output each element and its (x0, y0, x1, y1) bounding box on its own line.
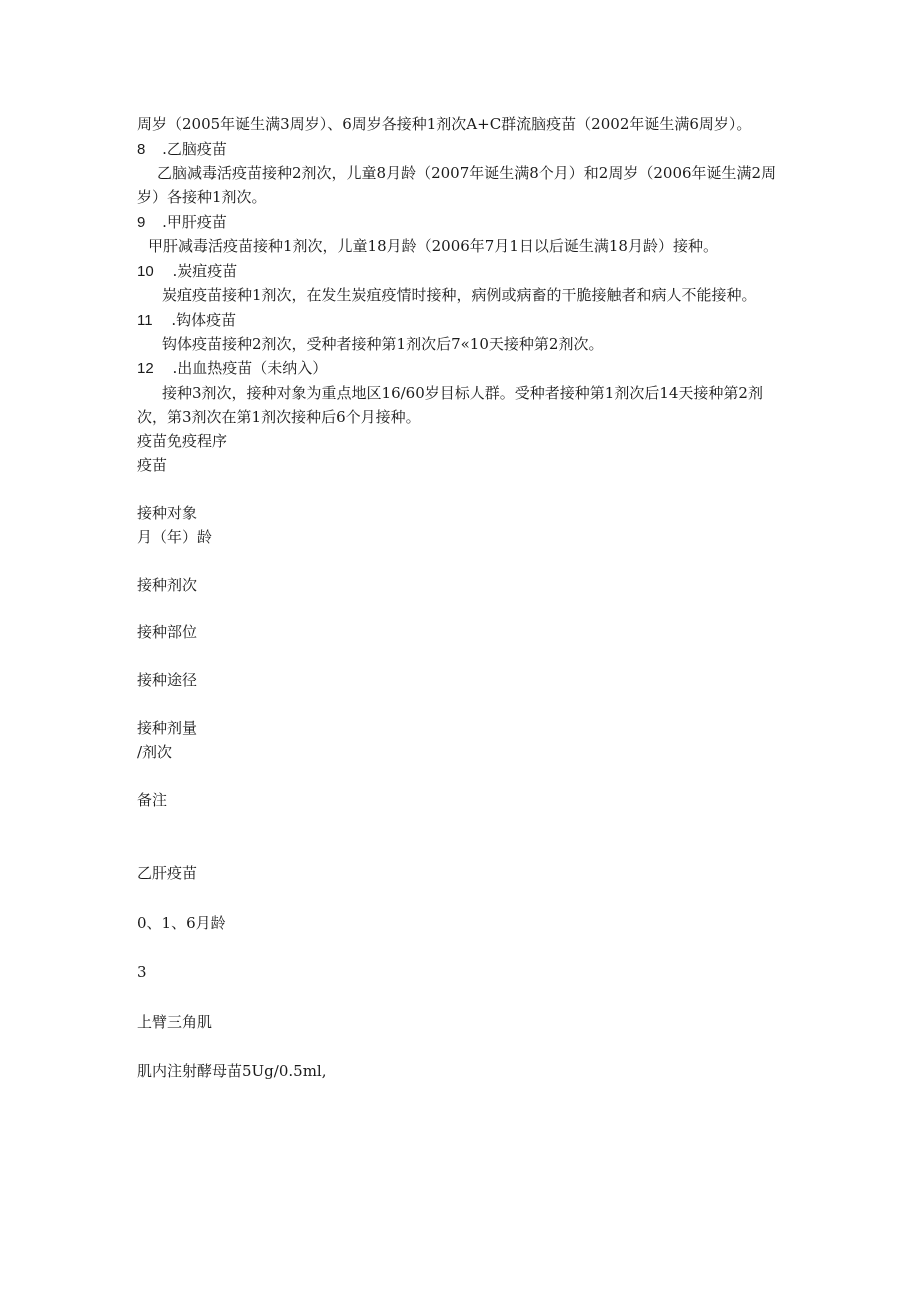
table-title: 疫苗免疫程序 (137, 432, 228, 450)
heading-number: 10 (137, 263, 154, 280)
heading-hepa-vaccine (137, 212, 227, 233)
heading-number: 9 (137, 214, 146, 231)
heading-anthrax-vaccine (137, 261, 237, 282)
table-cell-site: 上臂三角肌 (137, 1013, 213, 1031)
heading-title: .出血热疫苗（未纳入） (172, 359, 328, 377)
paragraph-hepa: 甲肝减毒活疫苗接种1剂次，儿童18月龄（2006年7月1日以后诞生满18月龄）接种。 (148, 237, 718, 255)
paragraph-hfrs-line1: 接种3剂次，接种对象为重点地区16/60岁目标人群。受种者接种第1剂次后14天接种第2剂 (162, 384, 763, 402)
heading-title: .乙脑疫苗 (162, 140, 227, 158)
heading-leptospira-vaccine (137, 310, 236, 331)
table-header-site: 接种部位 (137, 623, 198, 641)
table-header-doses: 接种剂次 (137, 576, 198, 594)
heading-title: .炭疽疫苗 (172, 262, 238, 280)
paragraph-meningococcal-tail: 周岁（2005年诞生满3周岁）、6周岁各接种1剂次A+C群流脑疫苗（2002年诞生满6周岁）。 (137, 115, 752, 133)
table-header-route: 接种途径 (137, 671, 198, 689)
heading-title: .甲肝疫苗 (162, 213, 227, 231)
table-header-dosage-per-dose: /剂次 (137, 743, 173, 761)
heading-hfrs-vaccine (137, 358, 327, 379)
paragraph-hfrs-line2: 次，第3剂次在第1剂次接种后6个月接种。 (137, 408, 421, 426)
heading-title: .钩体疫苗 (171, 311, 237, 329)
table-header-vaccine: 疫苗 (137, 456, 168, 474)
paragraph-leptospira: 钩体疫苗接种2剂次，受种者接种第1剂次后7«10天接种第2剂次。 (162, 335, 604, 353)
table-header-target-age: 月（年）龄 (137, 528, 213, 546)
heading-jev-vaccine (137, 139, 227, 160)
table-header-dosage: 接种剂量 (137, 719, 198, 737)
heading-number: 11 (137, 312, 153, 329)
paragraph-jev-line2: 岁）各接种1剂次。 (137, 188, 267, 206)
heading-number: 8 (137, 141, 146, 158)
table-cell-route-dosage: 肌内注射酵母苗5Ug∕0.5ml, (137, 1062, 327, 1080)
paragraph-anthrax: 炭疽疫苗接种1剂次，在发生炭疽疫情时接种，病例或病畜的干脆接触者和病人不能接种。 (162, 286, 757, 304)
table-cell-doses: 3 (137, 963, 147, 981)
paragraph-jev-line1: 乙脑减毒活疫苗接种2剂次，儿童8月龄（2007年诞生满8个月）和2周岁（2006年诞生满2周 (157, 164, 777, 182)
heading-number: 12 (137, 360, 154, 377)
table-cell-vaccine-hepb: 乙肝疫苗 (137, 864, 198, 882)
table-header-target: 接种对象 (137, 504, 198, 522)
table-header-remark: 备注 (137, 791, 168, 809)
table-cell-age: 0、1、6月龄 (137, 914, 226, 932)
